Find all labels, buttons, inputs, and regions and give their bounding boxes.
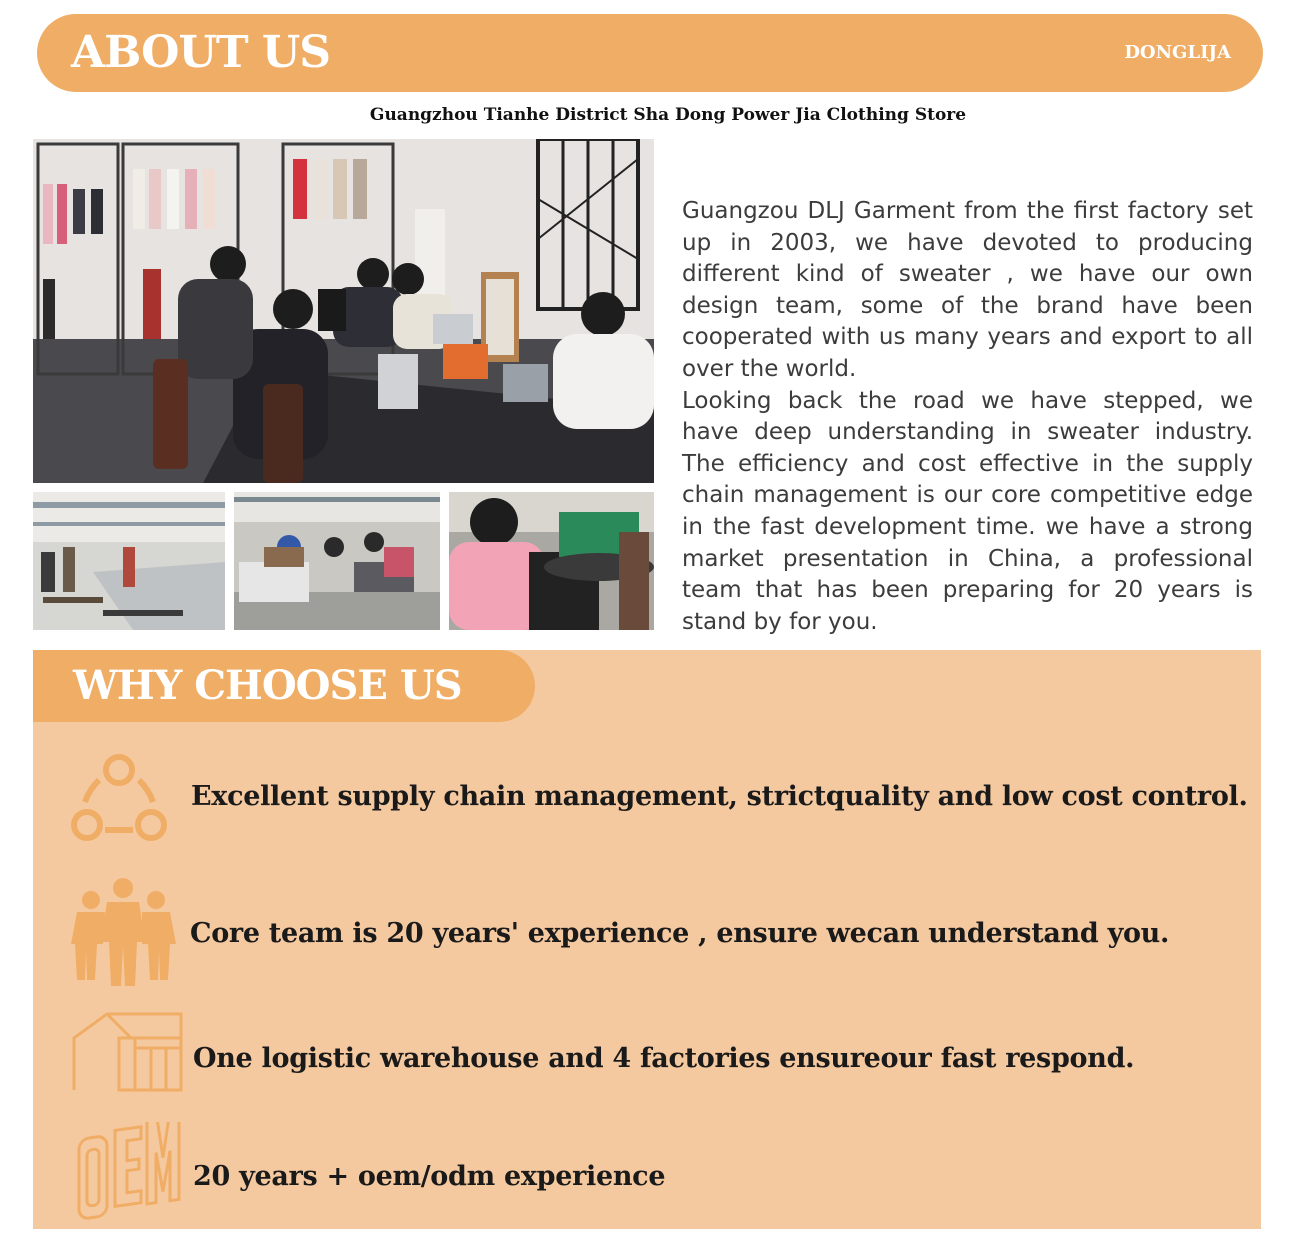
- why-choose-us-panel: [33, 650, 1261, 1229]
- warehouse-icon: [71, 1010, 186, 1096]
- feature-text-4: 20 years + oem/odm experience: [193, 1161, 666, 1192]
- brand-name: DONGLIJA: [1124, 42, 1231, 63]
- about-paragraph-2: Looking back the road we have stepped, we have deep understanding in sweater industry. The efficiency and cost effective in the supply chain management is our core competitive edge in the fast development time. we have a strong market presentation in China, a professional team that has been preparing for 20 years is stand by for you.: [682, 387, 1253, 635]
- supply-chain-icon: [69, 750, 169, 849]
- feature-text-2: Core team is 20 years' experience , ensure wecan understand you.: [190, 918, 1170, 949]
- why-choose-us-title: WHY CHOOSE US: [73, 662, 462, 709]
- team-icon: [71, 878, 176, 992]
- factory-photo-3: [449, 492, 654, 630]
- store-name: Guangzhou Tianhe District Sha Dong Power Jia Clothing Store: [369, 105, 967, 125]
- about-us-title: ABOUT US: [71, 27, 331, 78]
- feature-text-3: One logistic warehouse and 4 factories ensureour fast respond.: [193, 1043, 1135, 1074]
- oem-icon: [75, 1122, 185, 1226]
- office-photo: [33, 139, 654, 483]
- feature-text-1: Excellent supply chain management, strictquality and low cost control.: [191, 781, 1248, 812]
- factory-photo-1: [33, 492, 225, 630]
- why-choose-us-tab: [33, 650, 535, 722]
- about-description: [682, 196, 1253, 638]
- factory-photo-2: [234, 492, 440, 630]
- about-us-banner: [37, 14, 1263, 92]
- about-paragraph-1: Guangzou DLJ Garment from the first factory set up in 2003, we have devoted to producing different kind of sweater , we have our own design team, some of the brand have been cooperated with us many years and export to all over the world.: [682, 198, 1253, 382]
